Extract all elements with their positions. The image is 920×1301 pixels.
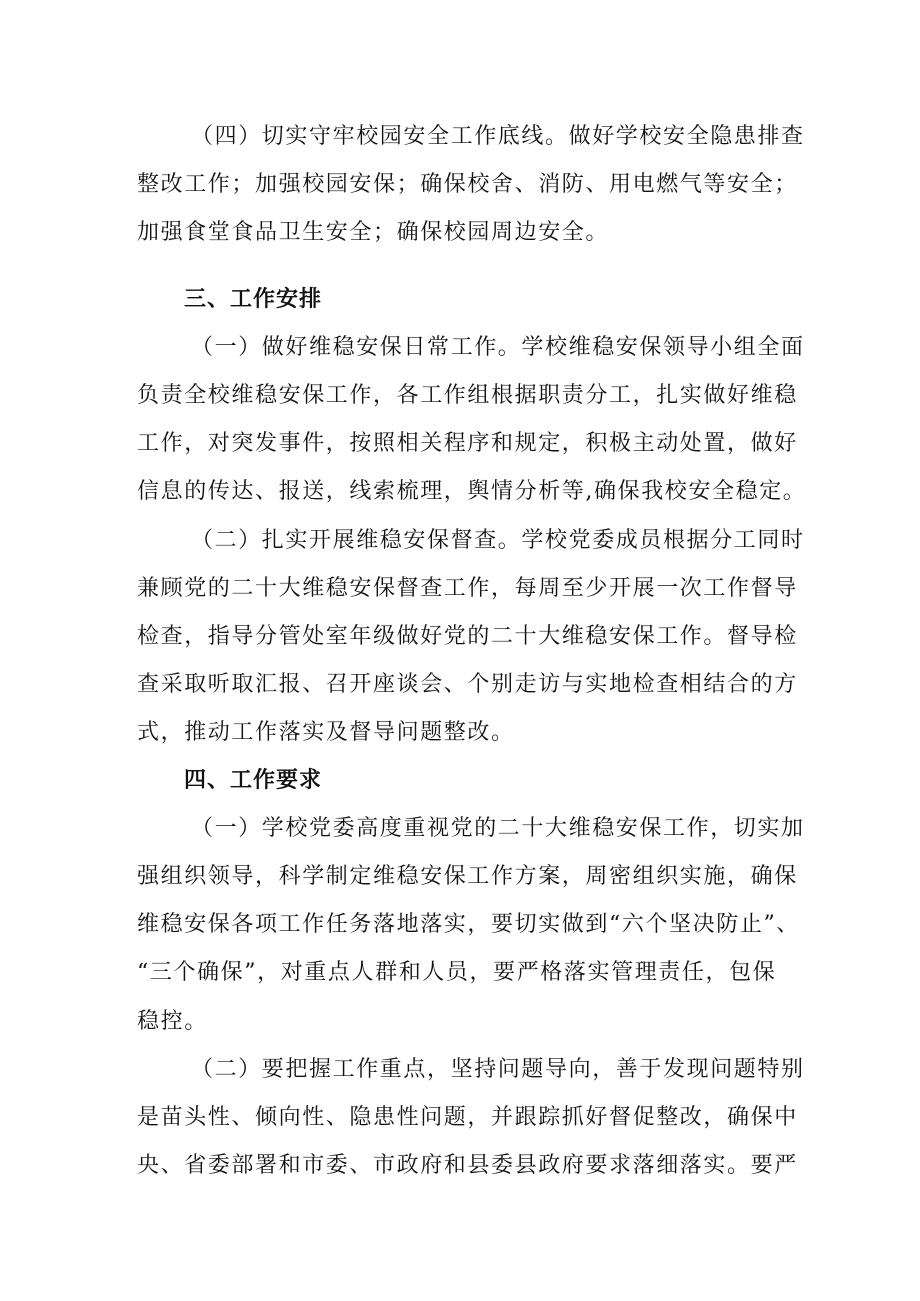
paragraph-line: 稳控。 [137, 1009, 208, 1034]
paragraph-line: 维稳安保各项工作任务落地落实，要切实做到“六个坚决防止”、 [137, 912, 800, 937]
section-heading: 三、工作安排 [184, 287, 323, 312]
paragraph-line: 央、省委部署和市委、市政府和县委县政府要求落细落实。要严 [137, 1153, 798, 1178]
paragraph-line: 负责全校维稳安保工作，各工作组根据职责分工，扎实做好维稳 [137, 383, 798, 408]
paragraph-line: （一）做好维稳安保日常工作。学校维稳安保领导小组全面 [191, 335, 805, 360]
paragraph-line: （二）扎实开展维稳安保督查。学校党委成员根据分工同时 [191, 528, 805, 553]
paragraph-line: （二）要把握工作重点，坚持问题导向，善于发现问题特别 [191, 1057, 805, 1082]
paragraph-line: （一）学校党委高度重视党的二十大维稳安保工作，切实加 [191, 816, 805, 841]
paragraph-line: 信息的传达、报送，线索梳理，舆情分析等,确保我校安全稳定。 [137, 479, 807, 504]
paragraph-line: “三个确保”，对重点人群和人员，要严格落实管理责任，包保 [137, 960, 777, 985]
paragraph-line: 式，推动工作落实及督导问题整改。 [137, 720, 515, 745]
paragraph-line: 工作，对突发事件，按照相关程序和规定，积极主动处置，做好 [137, 431, 798, 456]
paragraph-line: 是苗头性、倾向性、隐患性问题，并跟踪抓好督促整改，确保中 [137, 1105, 798, 1130]
section-heading: 四、工作要求 [184, 768, 323, 793]
paragraph-line: 加强食堂食品卫生安全；确保校园周边安全。 [137, 220, 610, 245]
paragraph-line: 整改工作；加强校园安保；确保校舍、消防、用电燃气等安全； [137, 172, 798, 197]
paragraph-line: （四）切实守牢校园安全工作底线。做好学校安全隐患排查 [191, 124, 805, 149]
paragraph-line: 强组织领导，科学制定维稳安保工作方案，周密组织实施，确保 [137, 864, 798, 889]
paragraph-line: 检查，指导分管处室年级做好党的二十大维稳安保工作。督导检 [137, 624, 798, 649]
paragraph-line: 查采取听取汇报、召开座谈会、个别走访与实地检查相结合的方 [137, 672, 798, 697]
paragraph-line: 兼顾党的二十大维稳安保督查工作，每周至少开展一次工作督导 [137, 576, 798, 601]
